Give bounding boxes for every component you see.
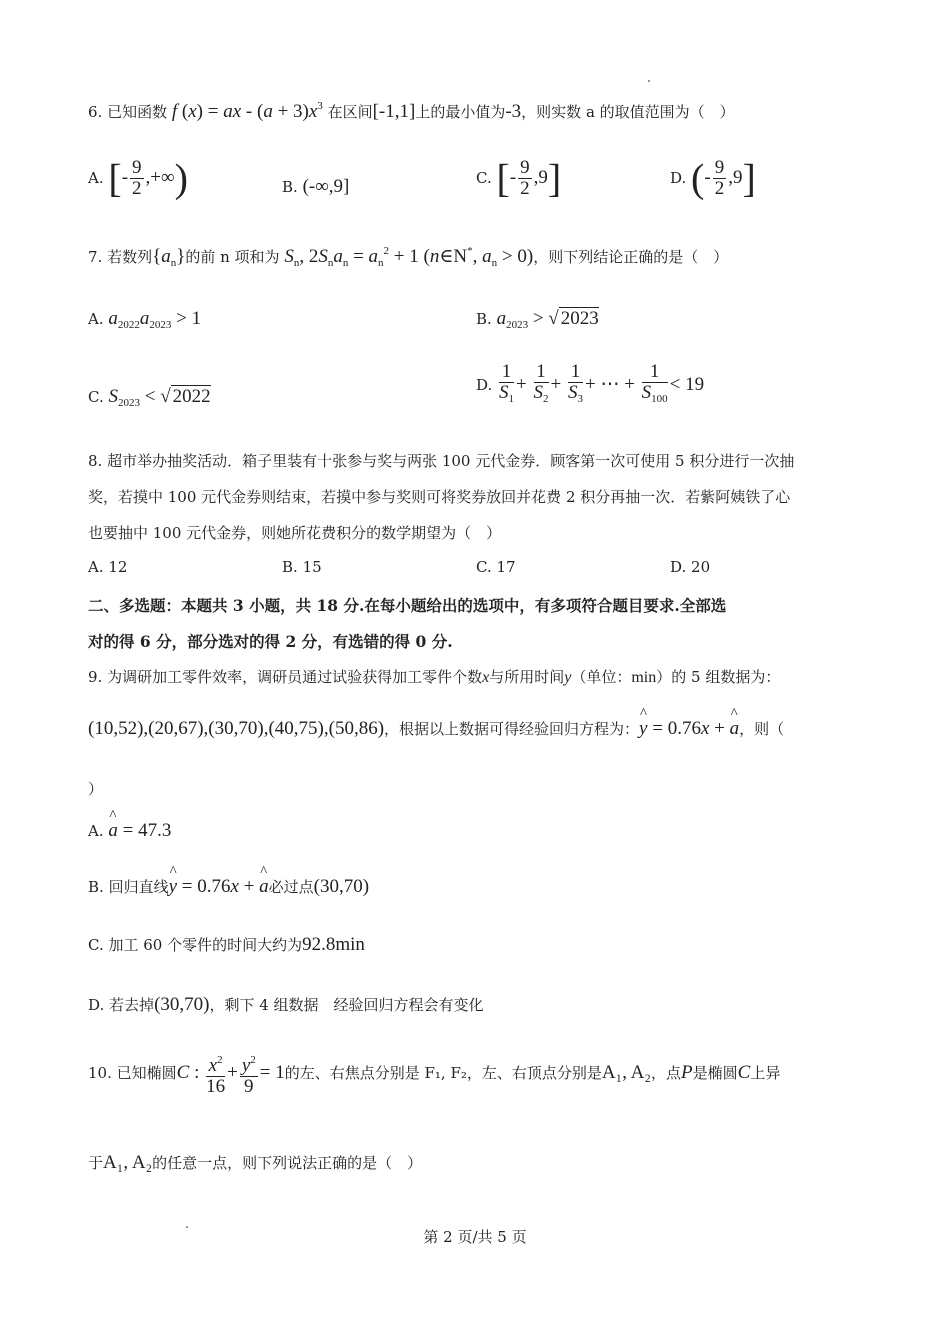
q8-option-a: A. 12	[88, 558, 128, 576]
q8-line-1: 8. 超市举办抽奖活动．箱子里装有十张参与奖与两张 100 元代金券．顾客第一次可使用 5 积分进行一次抽	[88, 452, 795, 470]
q8-line-3: 也要抽中 100 元代金券，则她所花费积分的数学期望为（ ）	[88, 524, 502, 542]
q7-option-b: B. $a_{2023}$ > √ 2023	[476, 308, 599, 331]
q7-stem: 7. 若数列$\{a_n\}$的前 n 项和为 $S_n$, $2S_na_n = a_n^2 + 1$ (n∈N*, $a_n > 0$)，则下列结论正确的是（ ）	[88, 245, 729, 269]
q7-condition: $S_n$, $2S_na_n = a_n^2 + 1$ (n∈N*, $a_n > 0$)	[284, 245, 534, 269]
q7-option-c: C. $S_{2023}$ < √ 2022	[88, 386, 211, 409]
q9-line-1: 9. 为调研加工零件效率，调研员通过试验获得加工零件个数x与所用时间y（单位：min）的 5 组数据为：	[88, 668, 781, 686]
q10-line-2: 于A₁, A₂的任意一点，则下列说法正确的是（ ）	[88, 1152, 423, 1173]
section2-heading-2: 对的得 6 分，部分选对的得 2 分，有选错的得 0 分.	[88, 632, 453, 651]
q9-points: (10,52),(20,67),(30,70),(40,75),(50,86)	[88, 718, 385, 739]
q6-interval: [-1,1]	[372, 101, 416, 122]
q6-option-c: C. [- $\frac{9}{2}$ ,9]	[476, 155, 562, 201]
q6-option-d: D. (- $\frac{9}{2}$ ,9]	[670, 155, 756, 201]
q10-line-1: 10. 已知椭圆C : $\frac{x^2}{16}$ + $\frac{y^2}{9}$ = 1的左、右焦点分别是 F₁, F₂，左、右顶点分别是A₁, A₂，点P是椭圆C上异	[88, 1050, 780, 1097]
q9-line-3: ）	[88, 780, 104, 798]
q7-option-a: A. $a_{2022}a_{2023} > 1$	[88, 308, 202, 331]
q8-option-d: D. 20	[670, 558, 711, 576]
q9-option-b: B. 回归直线^ y = 0.76x + ^ a必过点(30,70)	[88, 876, 369, 898]
q8-line-2: 奖，若摸中 100 元代金券则结束，若摸中参与奖则可将奖券放回并花费 2 积分再抽一次．若紫阿姨铁了心	[88, 488, 791, 506]
q6-option-b: B. (-∞,9]	[282, 176, 350, 197]
q9-option-c: C. 加工 60 个零件的时间大约为92.8min	[88, 934, 365, 955]
q6-option-a: A. [- $\frac{9}{2}$ ,+∞)	[88, 155, 188, 201]
scan-speck	[648, 80, 650, 82]
q6-minval: -3	[505, 101, 522, 122]
scan-speck	[186, 1226, 188, 1228]
section2-heading-1: 二、多选题：本题共 3 小题，共 18 分.在每小题给出的选项中，有多项符合题目要求.全部选	[88, 596, 727, 615]
q6-tail: ，则实数 a 的取值范围为（ ）	[521, 103, 735, 121]
q6-function: f (x) = ax - $(a + 3)x^3$	[171, 100, 323, 122]
q8-option-c: C. 17	[476, 558, 516, 576]
q9-line-2: (10,52),(20,67),(30,70),(40,75),(50,86)，根据以上数据可得经验回归方程为：^ y = 0.76x + ^ a，则（	[88, 718, 784, 740]
page-footer: 第 2 页/共 5 页	[423, 1228, 527, 1246]
q9-option-a: A. ^ a = 47.3	[88, 820, 171, 842]
q7-sequence: $\{a_n\}$	[152, 246, 186, 269]
q9-regression-eq: ^ y = 0.76x + ^ a	[639, 718, 739, 739]
q8-option-b: B. 15	[282, 558, 322, 576]
q7-option-d: D. $\frac{1}{S_1}$ + $\frac{1}{S_2}$ + $\frac{1}{S_3}$ + ⋯ + $\frac{1}{S_{100}}$ < 19	[476, 361, 705, 405]
q10-ellipse: C : $\frac{x^2}{16}$ + $\frac{y^2}{9}$ = 1	[177, 1062, 285, 1083]
q9-option-d: D. 若去掉(30,70)，剩下 4 组数据 经验回归方程会有变化	[88, 994, 484, 1015]
q6-stem: 6. 已知函数 f (x) = ax - $(a + 3)x^3$ 在区间[-1,1]上的最小值为-3，则实数 a 的取值范围为（ ）	[88, 100, 735, 122]
